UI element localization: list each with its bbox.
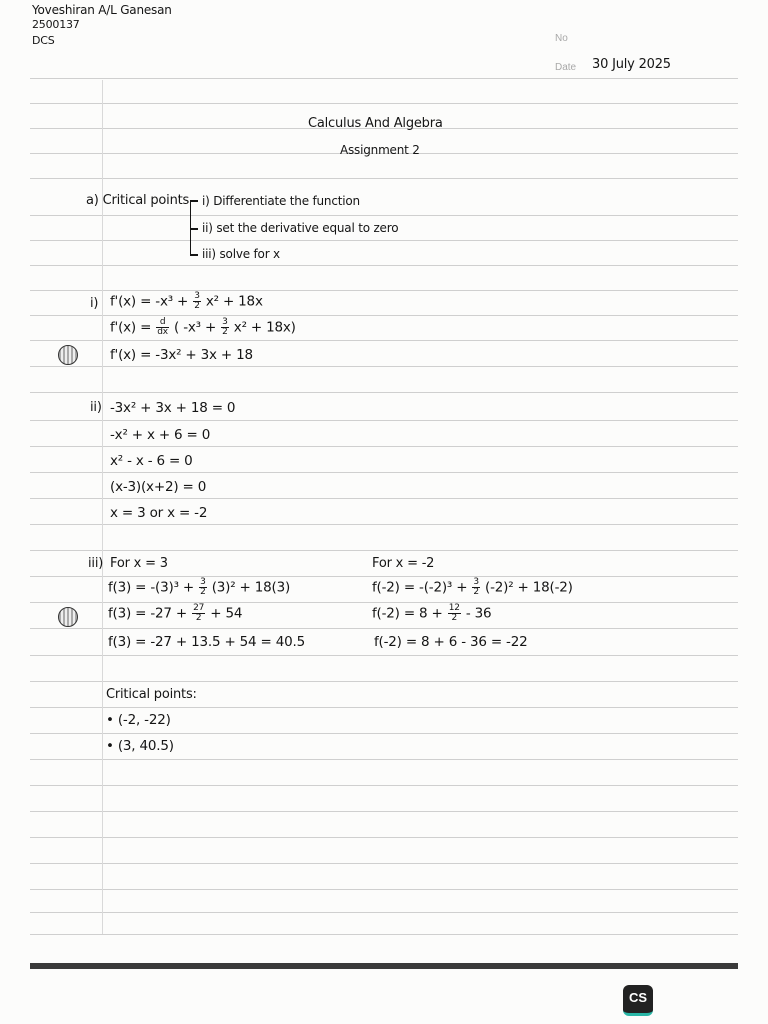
- right-line-1: [372, 578, 573, 597]
- ruled-line: [30, 733, 738, 734]
- bracket-tick: [190, 200, 198, 202]
- expr-text: f(-2) = -(-2)³ +: [372, 579, 468, 596]
- ruled-line: [30, 628, 738, 629]
- fraction-denominator: 2: [451, 613, 458, 623]
- assignment-title: Assignment 2: [340, 143, 420, 157]
- expr-text: f(-2) = 8 +: [372, 605, 443, 622]
- fraction-numerator: 12: [448, 603, 460, 613]
- left-heading: For x = 3: [110, 556, 168, 571]
- student-id: 2500137: [32, 18, 80, 31]
- ruled-line: [30, 655, 738, 656]
- ruled-line: [30, 889, 738, 890]
- ruled-line: [30, 472, 738, 473]
- fraction-denominator: 2: [194, 301, 200, 311]
- ruled-line: [30, 550, 738, 551]
- margin-line: [102, 80, 103, 934]
- fraction-denominator: dx: [157, 327, 168, 337]
- step-3: iii) solve for x: [202, 247, 280, 261]
- ruled-line: [30, 290, 738, 291]
- fraction-denominator: 2: [195, 613, 202, 623]
- right-heading: For x = -2: [372, 556, 435, 571]
- ruled-line: [30, 811, 738, 812]
- ruled-line: [30, 178, 738, 179]
- ruled-line: [30, 265, 738, 266]
- ruled-line: [30, 78, 738, 79]
- page-bottom-edge: [30, 963, 738, 969]
- date-value: 30 July 2025: [592, 57, 671, 72]
- step-2: ii) set the derivative equal to zero: [202, 221, 399, 235]
- ruled-line: [30, 602, 738, 603]
- fraction: [199, 578, 207, 597]
- ruled-line: [30, 837, 738, 838]
- fraction: [193, 292, 201, 311]
- fraction-numerator: 3: [222, 317, 228, 327]
- date-label: Date: [555, 62, 577, 73]
- expr-text: (3)² + 18(3): [211, 579, 291, 596]
- expr-text: x² + 18x: [205, 293, 263, 310]
- left-line-2: [108, 604, 242, 623]
- bracket-tick: [190, 254, 198, 256]
- fraction: [192, 604, 205, 623]
- fraction-numerator: 3: [194, 291, 200, 301]
- fraction: [448, 604, 461, 623]
- derivative-line-3: f'(x) = -3x² + 3x + 18: [110, 347, 253, 363]
- fraction-denominator: 2: [473, 587, 479, 597]
- expr-text: f(3) = -27 +: [108, 605, 188, 622]
- equation-line-4: (x-3)(x+2) = 0: [110, 479, 207, 495]
- expr-text: f(3) = -(3)³ +: [108, 579, 194, 596]
- expr-text: x² + 18x): [233, 319, 296, 336]
- ruled-line: [30, 681, 738, 682]
- equation-line-2: -x² + x + 6 = 0: [110, 427, 211, 443]
- ruled-line: [30, 524, 738, 525]
- derivative-line-2: [110, 318, 296, 337]
- ruled-line: [30, 498, 738, 499]
- expr-text: ( -x³ +: [174, 319, 217, 336]
- fraction-numerator: 3: [200, 577, 206, 587]
- section-a-label: a) Critical points: [86, 193, 190, 208]
- section-code: DCS: [32, 34, 55, 47]
- critical-point-1: • (-2, -22): [106, 712, 171, 728]
- summary-heading: Critical points:: [106, 687, 197, 702]
- ruled-line: [30, 446, 738, 447]
- camscanner-badge: CS: [623, 985, 653, 1016]
- ruled-line: [30, 366, 738, 367]
- left-line-1: [108, 578, 290, 597]
- margin-mark-icon: [58, 345, 78, 365]
- fraction-denominator: 2: [200, 587, 206, 597]
- right-line-2: [372, 604, 491, 623]
- left-line-3: f(3) = -27 + 13.5 + 54 = 40.5: [108, 634, 305, 650]
- ruled-line: [30, 315, 738, 316]
- equation-line-5: x = 3 or x = -2: [110, 505, 208, 521]
- equation-line-1: -3x² + 3x + 18 = 0: [110, 400, 236, 416]
- step-1: i) Differentiate the function: [202, 194, 360, 208]
- ruled-line: [30, 934, 738, 935]
- fraction-numerator: 3: [473, 577, 479, 587]
- right-line-3: f(-2) = 8 + 6 - 36 = -22: [374, 634, 528, 650]
- student-name: Yoveshiran A/L Ganesan: [32, 3, 172, 17]
- fraction: [472, 578, 480, 597]
- ruled-line: [30, 759, 738, 760]
- ruled-line: [30, 392, 738, 393]
- ruled-line: [30, 103, 738, 104]
- expr-text: (-2)² + 18(-2): [485, 579, 573, 596]
- ruled-line: [30, 340, 738, 341]
- ruled-line: [30, 576, 738, 577]
- fraction: [156, 318, 169, 337]
- fraction: [221, 318, 229, 337]
- ruled-line: [30, 215, 738, 216]
- part-iii-label: iii): [88, 556, 104, 571]
- no-label: No: [555, 33, 568, 44]
- fraction-numerator: 27: [193, 603, 205, 613]
- expr-text: f'(x) = -x³ +: [110, 293, 189, 310]
- fraction-denominator: 2: [222, 327, 228, 337]
- ruled-line: [30, 240, 738, 241]
- derivative-line-1: [110, 292, 263, 311]
- expr-text: f'(x) =: [110, 319, 152, 336]
- expr-text: - 36: [465, 605, 492, 622]
- bracket-tick: [190, 228, 198, 230]
- part-i-label: i): [90, 296, 99, 311]
- ruled-line: [30, 785, 738, 786]
- course-title: Calculus And Algebra: [308, 116, 443, 131]
- ruled-line: [30, 912, 738, 913]
- ruled-line: [30, 420, 738, 421]
- margin-mark-icon: [58, 607, 78, 627]
- critical-point-2: • (3, 40.5): [106, 738, 174, 754]
- equation-line-3: x² - x - 6 = 0: [110, 453, 193, 469]
- part-ii-label: ii): [90, 400, 102, 415]
- fraction-numerator: d: [156, 318, 169, 328]
- expr-text: + 54: [210, 605, 243, 622]
- ruled-line: [30, 863, 738, 864]
- ruled-line: [30, 707, 738, 708]
